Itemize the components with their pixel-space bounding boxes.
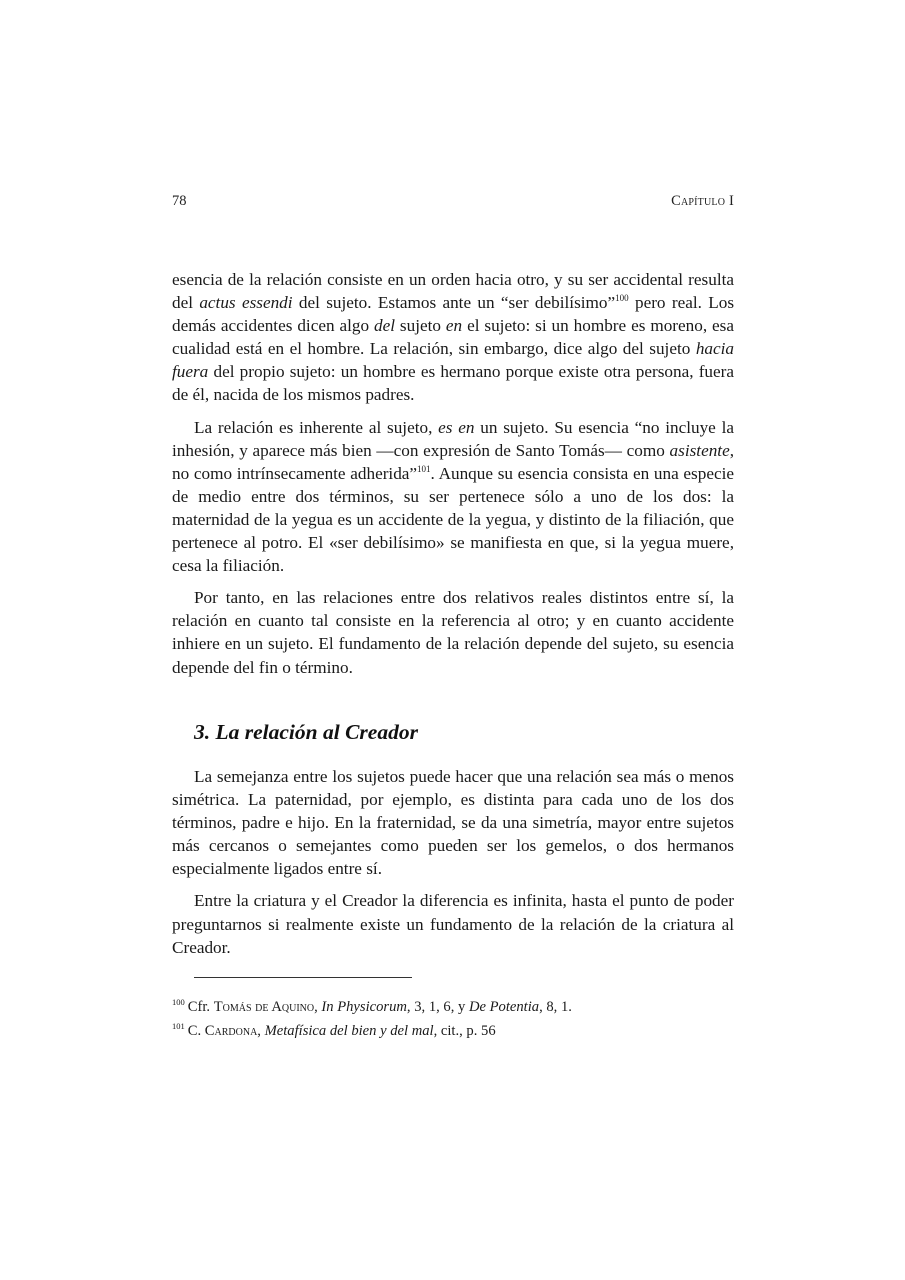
footnote-number: 101 — [172, 1021, 185, 1031]
chapter-title: Capítulo I — [671, 193, 734, 209]
work-title: Metafísica del bien y del mal — [264, 1023, 434, 1039]
text-run: Cfr. — [187, 999, 214, 1015]
footnote-author: Tomás de Aquino — [213, 999, 315, 1015]
page-number: 78 — [172, 193, 187, 209]
italic-term: actus essendi — [199, 293, 293, 313]
footnote-101 — [172, 1019, 734, 1043]
footnote-ref-101[interactable]: 101 — [417, 463, 431, 474]
italic-term: hacia fuera — [172, 339, 734, 382]
text-run: , 3, 1, 6, y — [406, 999, 469, 1015]
text-run: C. — [187, 1023, 205, 1039]
work-title: De Potentia — [468, 999, 540, 1015]
running-header — [172, 193, 734, 213]
paragraph-1 — [172, 268, 734, 407]
section-2-body — [172, 765, 734, 968]
text-run: , — [314, 999, 322, 1015]
text-run: pero real. Los demás accidentes dicen algo — [172, 293, 735, 336]
italic-term: del — [374, 316, 395, 336]
text-run: , 8, 1. — [539, 999, 572, 1015]
text-run: del sujeto. Estamos ante un “ser debilísimo” — [292, 293, 616, 313]
section-heading: 3. La relación al Creador — [194, 720, 418, 744]
footnote-ref-100[interactable]: 100 — [615, 293, 629, 304]
footnote-100 — [172, 995, 734, 1019]
footnote-author: Cardona — [204, 1023, 258, 1039]
text-run: , — [257, 1023, 265, 1039]
text-run: . Aunque su esencia consista en una especie de medio entre dos términos, su ser pertenece sólo a uno de los dos: la maternidad de la yegua es un accidente de la yegua, y distinto de la filiación, que pertenece al potro. El «ser debilísimo» se manifiesta en que, si la yegua muere, cesa la filiación. — [172, 463, 734, 576]
footnotes — [172, 995, 734, 1043]
text-run: un sujeto. Su esencia “no incluye la inhesión, y aparece más bien —con expresión de Santo Tomás— como — [172, 417, 734, 460]
footnote-separator — [194, 977, 412, 978]
text-run: el sujeto: si un hombre es moreno, esa cualidad está en el hombre. La relación, sin embargo, dice algo del sujeto — [172, 316, 734, 359]
italic-term: es en — [438, 417, 475, 437]
paragraph-4: La semejanza entre los sujetos puede hacer que una relación sea más o menos simétrica. La paternidad, por ejemplo, es distinta para cada uno de los dos términos, padre e hijo. En la fraternidad, se da una simetría, mayor entre sujetos más cercanos o semejantes como pueden ser los gemelos, o dos hermanos especialmente ligados entre sí. — [172, 767, 734, 879]
paragraph-5: Entre la criatura y el Creador la diferencia es infinita, hasta el punto de poder preguntarnos si realmente existe un fundamento de la relación de la criatura al Creador. — [172, 891, 734, 957]
text-run: La relación es inherente al sujeto, — [194, 417, 439, 437]
text-run: esencia de la relación consiste en un orden hacia otro, y su ser accidental resulta del — [172, 270, 734, 313]
work-title: In Physicorum — [321, 999, 407, 1015]
italic-term: asistente — [669, 440, 730, 460]
paragraph-2 — [172, 416, 734, 578]
paragraph-3: Por tanto, en las relaciones entre dos relativos reales distintos entre sí, la relación en cuanto tal consiste en la referencia al otro; y en cuanto accidente inhiere en un sujeto. El fundamento de la relación depende del sujeto, su esencia depende del fin o término. — [172, 588, 734, 677]
italic-term: en — [445, 316, 463, 336]
text-run: , cit., p. 56 — [433, 1023, 496, 1039]
text-run: , no como intrínsecamente adherida” — [172, 440, 734, 483]
text-run: sujeto — [395, 316, 446, 336]
section-1-body — [172, 268, 734, 688]
text-run: del propio sujeto: un hombre es hermano porque existe otra persona, fuera de él, nacida de los mismos padres. — [172, 362, 734, 405]
footnote-number: 100 — [172, 997, 185, 1007]
